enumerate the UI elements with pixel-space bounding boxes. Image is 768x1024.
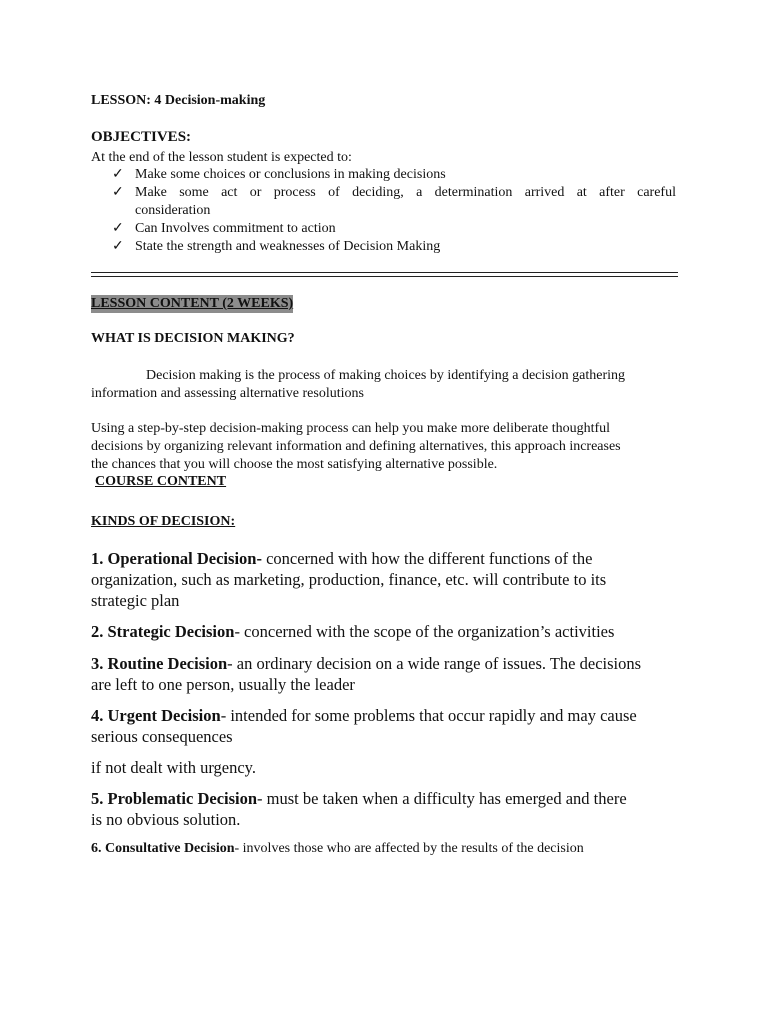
objective-item-continued: consideration [135,203,211,218]
kinds-heading: KINDS OF DECISION: [91,514,236,529]
what-is-heading: WHAT IS DECISION MAKING? [91,331,295,346]
kind-consultative [91,840,584,858]
objective-item: Make some choices or conclusions in making decisions [135,167,446,182]
objective-item: State the strength and weaknesses of Decision Making [135,239,441,254]
lesson-content-heading [91,295,293,313]
objective-item: Can Involves commitment to action [135,221,336,236]
divider-rule [91,272,678,273]
kind-strategic [91,621,614,642]
kind-operational-line: organization, such as marketing, production, finance, etc. will contribute to its [91,570,607,589]
check-icon: ✓ [112,239,124,254]
definition-line: information and assessing alternative resolutions [91,386,364,401]
check-icon: ✓ [112,185,124,200]
kind-title: 6. Consultative Decision [91,841,235,856]
kind-urgent-continued: if not dealt with urgency. [91,758,256,777]
process-line: Using a step-by-step decision-making process can help you make more deliberate thoughtful [91,421,611,436]
check-icon: ✓ [112,221,124,236]
divider-rule [91,276,678,277]
kind-urgent [91,705,637,726]
objectives-intro: At the end of the lesson student is expected to: [91,150,352,165]
kind-title: 2. Strategic Decision [91,622,235,641]
kind-problematic-line: is no obvious solution. [91,810,241,829]
kind-title: 3. Routine Decision [91,654,228,673]
kind-title: 5. Problematic Decision [91,789,258,808]
objectives-heading: OBJECTIVES: [91,129,192,145]
kind-description: - intended for some problems that occur rapidly and may cause [220,706,637,725]
kind-title: 4. Urgent Decision [91,706,221,725]
lesson-content-heading-text: LESSON CONTENT (2 WEEKS) [91,296,294,311]
definition-line: Decision making is the process of making choices by identifying a decision gathering [146,368,625,383]
process-line: the chances that you will choose the most satisfying alternative possible. [91,457,498,472]
objective-item: Make some act or process of deciding, a determination arrived at after careful [135,185,676,200]
kind-routine-line: are left to one person, usually the leader [91,675,355,694]
kind-description: - concerned with the scope of the organization’s activities [234,622,615,641]
check-icon: ✓ [112,167,124,182]
kind-title: 1. Operational Decision- [91,549,262,568]
kind-description: concerned with how the different functions of the [261,549,593,568]
kind-operational-line: strategic plan [91,591,180,610]
process-line: decisions by organizing relevant information and defining alternatives, this approach increases [91,439,621,454]
course-content-heading: COURSE CONTENT [95,474,227,489]
kind-description: - an ordinary decision on a wide range of issues. The decisions [227,654,642,673]
kind-problematic [91,788,627,809]
kind-urgent-line: serious consequences [91,727,233,746]
kind-description: - must be taken when a difficulty has emerged and there [257,789,627,808]
kind-operational [91,548,592,569]
kind-routine [91,653,641,674]
kind-description: - involves those who are affected by the results of the decision [234,841,584,856]
lesson-title: LESSON: 4 Decision-making [91,93,266,108]
